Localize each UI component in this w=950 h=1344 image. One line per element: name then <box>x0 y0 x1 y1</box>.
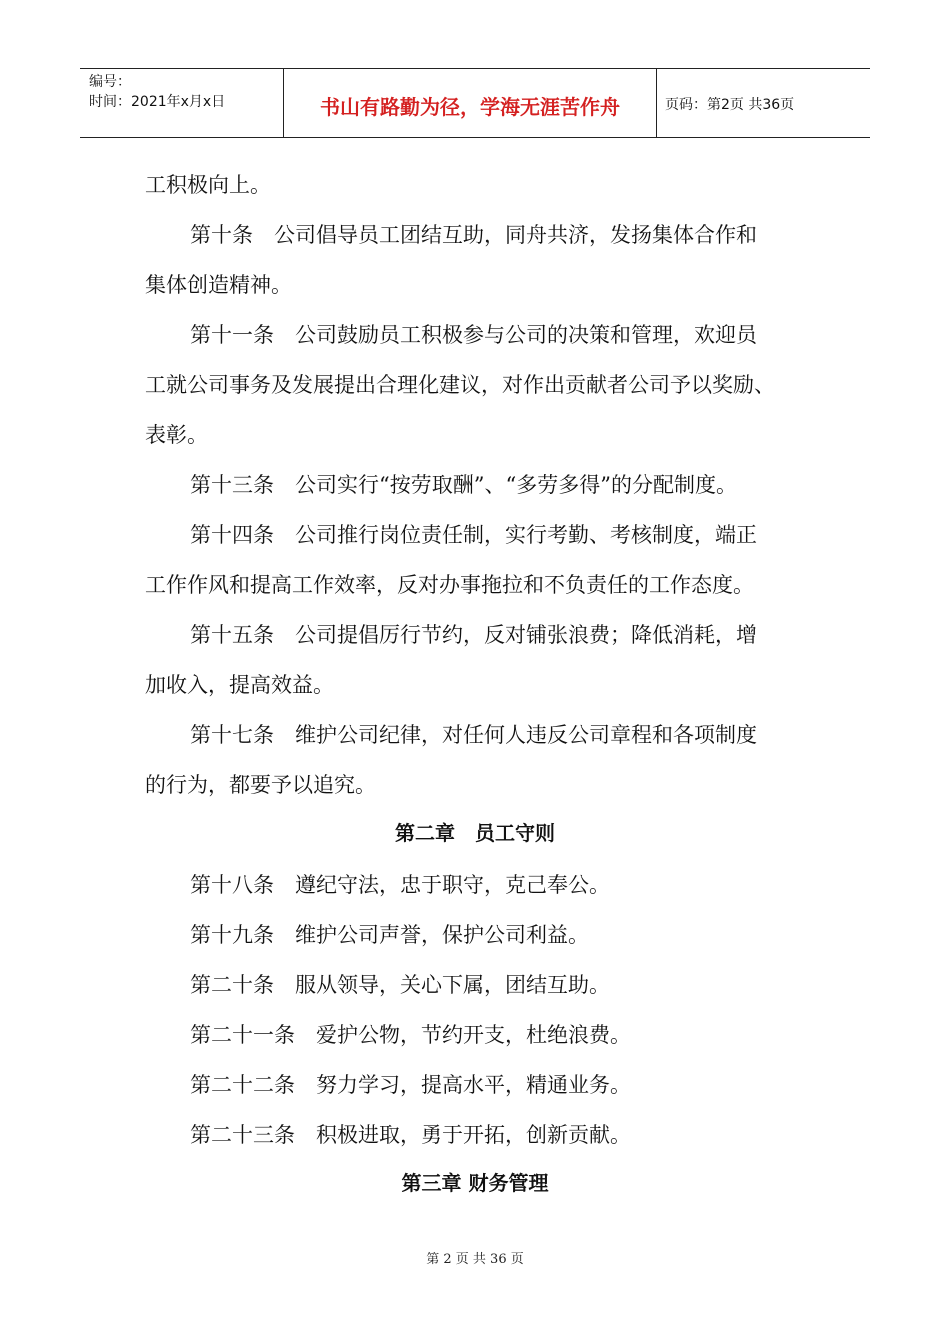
body-line: 第十一条 公司鼓励员工积极参与公司的决策和管理，欢迎员 <box>190 323 757 347</box>
body-line: 加收入，提高效益。 <box>145 673 334 697</box>
header-info-cell <box>80 69 283 137</box>
body-line: 第十五条 公司提倡厉行节约，反对铺张浪费；降低消耗，增 <box>190 623 757 647</box>
body-line: 集体创造精神。 <box>145 273 292 297</box>
header-table <box>80 68 870 138</box>
chapter-3-heading: 第三章 财务管理 <box>401 1171 549 1195</box>
body-line: 第十九条 维护公司声誉，保护公司利益。 <box>190 923 589 947</box>
header-motto-cell <box>283 69 657 137</box>
header-page-cell <box>656 69 870 137</box>
body-line: 表彰。 <box>145 423 208 447</box>
body-line: 第二十二条 努力学习，提高水平，精通业务。 <box>190 1073 631 1097</box>
body-line: 工作作风和提高工作效率，反对办事拖拉和不负责任的工作态度。 <box>145 573 754 597</box>
document-time-label: 时间：2021年x月x日 <box>89 94 226 110</box>
body-line: 的行为，都要予以追究。 <box>145 773 376 797</box>
chapter-2-heading: 第二章 员工守则 <box>395 821 555 845</box>
document-number-label: 编号： <box>89 74 131 90</box>
header-page-label: 页码：第2页 共36页 <box>665 97 795 113</box>
body-line: 第二十条 服从领导，关心下属，团结互助。 <box>190 973 610 997</box>
body-line: 第二十一条 爱护公物，节约开支，杜绝浪费。 <box>190 1023 631 1047</box>
body-line: 第十条 公司倡导员工团结互助，同舟共济，发扬集体合作和 <box>190 223 757 247</box>
page-footer: 第 2 页 共 36 页 <box>426 1252 524 1267</box>
body-line: 第十八条 遵纪守法，忠于职守，克己奉公。 <box>190 873 610 897</box>
body-line: 工积极向上。 <box>145 173 271 197</box>
body-line: 第十三条 公司实行“按劳取酬”、“多劳多得”的分配制度。 <box>190 473 737 497</box>
header-motto: 书山有路勤为径，学海无涯苦作舟 <box>320 95 620 119</box>
body-line: 工就公司事务及发展提出合理化建议，对作出贡献者公司予以奖励、 <box>145 373 775 397</box>
body-line: 第十七条 维护公司纪律，对任何人违反公司章程和各项制度 <box>190 723 757 747</box>
body-line: 第十四条 公司推行岗位责任制，实行考勤、考核制度，端正 <box>190 523 757 547</box>
body-line: 第二十三条 积极进取，勇于开拓，创新贡献。 <box>190 1123 631 1147</box>
